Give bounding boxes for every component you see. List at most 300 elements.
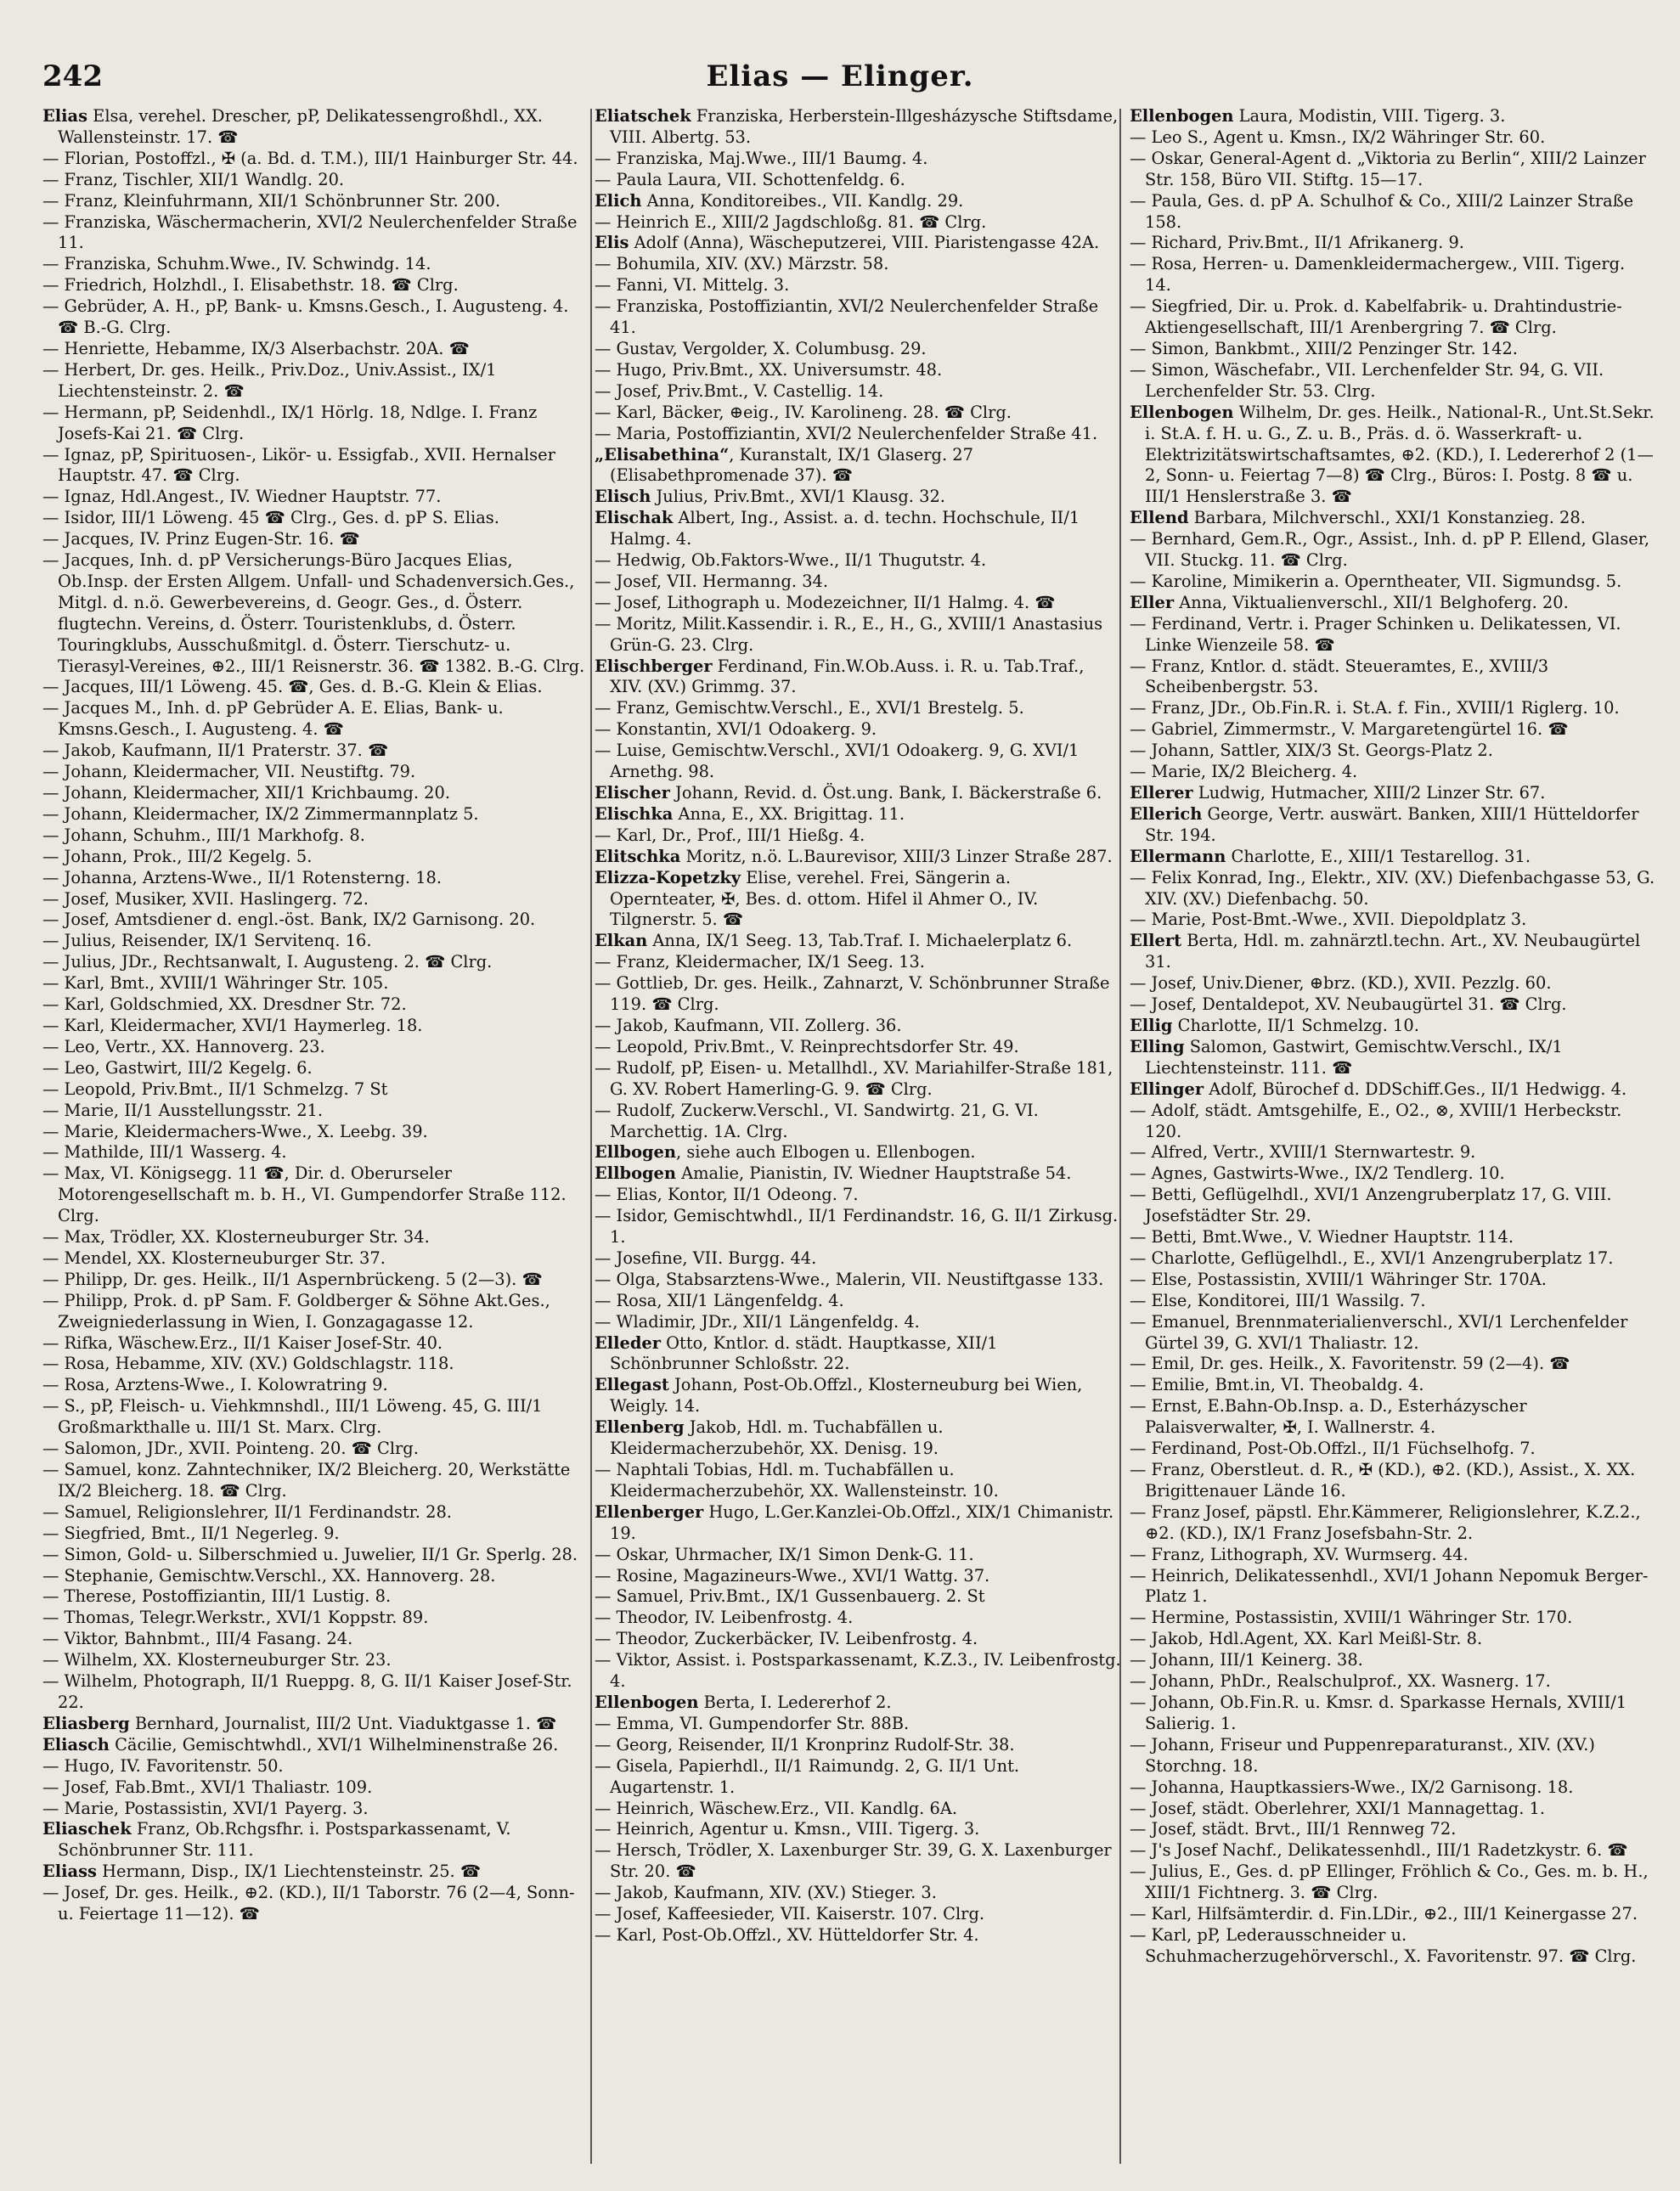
entry-surname: Ellerich bbox=[1130, 803, 1203, 824]
entry-text: — Gustav, Vergolder, X. Columbusg. 29. bbox=[595, 338, 927, 358]
directory-entry bbox=[42, 1354, 586, 1375]
directory-entry bbox=[1130, 762, 1656, 783]
entry-text: , siehe auch Elbogen u. Ellenbogen. bbox=[676, 1142, 976, 1163]
directory-entry bbox=[42, 1079, 586, 1101]
directory-entry bbox=[1130, 1270, 1656, 1291]
directory-entry bbox=[42, 1016, 586, 1037]
entry-text: — Franz, Kleinfuhrmann, XII/1 Schönbrunner Str. 200. bbox=[42, 190, 501, 211]
entry-text: Hermann, Disp., IX/1 Liechtensteinstr. 25. ☎ bbox=[96, 1862, 482, 1882]
entry-text: — Theodor, IV. Leibenfrostg. 4. bbox=[595, 1608, 854, 1628]
entry-surname: Eller bbox=[1130, 592, 1175, 612]
directory-entry bbox=[42, 952, 586, 973]
directory-entry bbox=[1130, 360, 1656, 403]
entry-text: — Felix Konrad, Ing., Elektr., XIV. (XV.) Diefenbachgasse 53, G. XIV. (XV.) Diefenbachg. 50. bbox=[1130, 867, 1655, 909]
entry-surname: Eliasberg bbox=[42, 1713, 130, 1733]
directory-entry bbox=[595, 741, 1121, 783]
directory-entry bbox=[42, 339, 586, 360]
directory-entry bbox=[595, 1756, 1121, 1799]
entry-surname: Ellenberg bbox=[595, 1417, 685, 1438]
directory-entry bbox=[42, 508, 586, 529]
entry-text: Barbara, Milchverschl., XXI/1 Konstanzieg. 28. bbox=[1188, 508, 1586, 528]
directory-entry bbox=[595, 572, 1121, 593]
entry-surname: Ellenbogen bbox=[1130, 402, 1234, 422]
directory-entry bbox=[1130, 1227, 1656, 1248]
entry-text: Hugo, L.Ger.Kanzlei-Ob.Offzl., XIX/1 Chimanistr. 19. bbox=[610, 1501, 1114, 1543]
entry-text: — Johann, III/1 Keinerg. 38. bbox=[1130, 1650, 1363, 1670]
entry-text: Johann, Revid. d. Öst.ung. Bank, I. Bäckerstraße 6. bbox=[669, 783, 1102, 803]
directory-entry bbox=[42, 1058, 586, 1079]
entry-surname: Eliass bbox=[42, 1862, 97, 1882]
entry-surname: Eliatschek bbox=[595, 106, 691, 126]
entry-text: Anna, Konditoreibes., VII. Kandlg. 29. bbox=[641, 190, 964, 211]
entry-text: — Konstantin, XVI/1 Odoakerg. 9. bbox=[595, 719, 877, 740]
entry-text: — Josef, Lithograph u. Modezeichner, II/1 Halmg. 4. ☎ bbox=[595, 592, 1056, 612]
entry-text: — Betti, Geflügelhdl., XVI/1 Anzengruberplatz 17, G. VIII. Josefstädter Str. 29. bbox=[1130, 1185, 1612, 1226]
directory-entry bbox=[42, 1122, 586, 1143]
entry-text: — Max, VI. Königsegg. 11 ☎, Dir. d. Oberurseler Motorengesellschaft m. b. H., VI. Gumpendorfer Straße 112. Clrg. bbox=[42, 1163, 567, 1226]
entry-text: — Franziska, Maj.Wwe., III/1 Baumg. 4. bbox=[595, 148, 928, 168]
entry-text: — Philipp, Prok. d. pP Sam. F. Goldberger & Söhne Akt.Ges., Zweigniederlassung in Wien, I. Gonzagagasse 12. bbox=[42, 1290, 550, 1332]
entry-text: — Hersch, Trödler, X. Laxenburger Str. 39, G. X. Laxenburger Str. 20. ☎ bbox=[595, 1840, 1112, 1882]
entry-text: — Franz, Kleidermacher, IX/1 Seeg. 13. bbox=[595, 952, 925, 972]
directory-entry bbox=[42, 1799, 586, 1820]
directory-entry bbox=[42, 1714, 586, 1735]
entry-surname: Ellend bbox=[1130, 508, 1189, 528]
directory-entry bbox=[42, 931, 586, 952]
entry-text: — Franziska, Wäschermacherin, XVI/2 Neulerchenfelder Straße 11. bbox=[42, 211, 578, 253]
entry-text: — Mathilde, III/1 Wasserg. 4. bbox=[42, 1142, 287, 1163]
entry-text: George, Vertr. auswärt. Banken, XIII/1 Hütteldorfer Str. 194. bbox=[1145, 803, 1639, 845]
directory-entry bbox=[1130, 1819, 1656, 1840]
directory-entry bbox=[595, 1291, 1121, 1312]
entry-text: — Josef, städt. Brvt., III/1 Rennweg 72. bbox=[1130, 1819, 1457, 1839]
directory-entry bbox=[42, 825, 586, 847]
directory-entry bbox=[42, 1396, 586, 1439]
entry-text: — Ferdinand, Vertr. i. Prager Schinken u. Delikatessen, VI. Linke Wienzeile 58. ☎ bbox=[1130, 613, 1621, 655]
entry-text: — Simon, Bankbmt., XIII/2 Penzinger Str. 142. bbox=[1130, 338, 1518, 358]
entry-text: — Josef, Priv.Bmt., V. Castellig. 14. bbox=[595, 380, 884, 401]
entry-text: — Friedrich, Holzhdl., I. Elisabethstr. 18. ☎ Clrg. bbox=[42, 275, 459, 296]
directory-entry bbox=[595, 825, 1121, 847]
directory-entry bbox=[1130, 1608, 1656, 1629]
directory-entry bbox=[1130, 994, 1656, 1016]
directory-entry bbox=[42, 445, 586, 487]
directory-entry bbox=[1130, 783, 1656, 804]
entry-text: — Oskar, Uhrmacher, IX/1 Simon Denk-G. 11. bbox=[595, 1544, 974, 1564]
entry-text: — Herbert, Dr. ges. Heilk., Priv.Doz., Univ.Assist., IX/1 Liechtensteinstr. 2. ☎ bbox=[42, 359, 497, 401]
directory-entry bbox=[42, 1650, 586, 1671]
entry-surname: Elleder bbox=[595, 1332, 661, 1353]
entry-surname: Elizza-Kopetzky bbox=[595, 867, 741, 887]
entry-text: — Wilhelm, Photograph, II/1 Rueppg. 8, G. II/1 Kaiser Josef-Str. 22. bbox=[42, 1671, 572, 1712]
entry-text: — Rosa, XII/1 Längenfeldg. 4. bbox=[595, 1290, 844, 1310]
directory-entry bbox=[42, 1586, 586, 1608]
directory-entry bbox=[42, 1883, 586, 1925]
entry-text: — Karl, Bäcker, ⊕eig., IV. Karolineng. 28. ☎ Clrg. bbox=[595, 402, 1012, 422]
directory-entry bbox=[42, 1566, 586, 1587]
entry-surname: Elischka bbox=[595, 803, 674, 824]
directory-entry bbox=[1130, 106, 1656, 127]
entry-text: — Simon, Gold- u. Silberschmied u. Juwelier, II/1 Gr. Sperlg. 28. bbox=[42, 1544, 578, 1564]
directory-entry bbox=[1130, 1291, 1656, 1312]
entry-text: — Bohumila, XIV. (XV.) Märzstr. 58. bbox=[595, 254, 889, 274]
column-1 bbox=[42, 106, 586, 2170]
directory-entry bbox=[1130, 1502, 1656, 1545]
entry-text: — Julius, Reisender, IX/1 Servitenq. 16. bbox=[42, 931, 372, 951]
directory-entry bbox=[1130, 1354, 1656, 1375]
entry-text: — Karl, Post-Ob.Offzl., XV. Hütteldorfer Str. 4. bbox=[595, 1924, 979, 1945]
entry-text: — Samuel, Priv.Bmt., IX/1 Gussenbauerg. 2. St bbox=[595, 1586, 985, 1607]
entry-text: — Rosa, Hebamme, XIV. (XV.) Goldschlagstr. 118. bbox=[42, 1354, 454, 1374]
entry-text: Adolf, Bürochef d. DDSchiff.Ges., II/1 Hedwigg. 4. bbox=[1204, 1079, 1627, 1099]
entry-text: — Max, Trödler, XX. Klosterneuburger Str. 34. bbox=[42, 1227, 430, 1248]
directory-entry bbox=[42, 149, 586, 170]
entry-text: — Karl, pP, Lederausschneider u. Schuhmacherzugehörverschl., X. Favoritenstr. 97. ☎ Clrg. bbox=[1130, 1924, 1637, 1966]
directory-entry bbox=[1130, 1439, 1656, 1460]
directory-entry bbox=[1130, 1566, 1656, 1608]
entry-text: — Rosa, Arztens-Wwe., I. Kolowratring 9. bbox=[42, 1375, 388, 1395]
entry-text: — Johann, Prok., III/2 Kegelg. 5. bbox=[42, 846, 313, 866]
entry-text: — Johann, Ob.Fin.R. u. Kmsr. d. Sparkasse Hernals, XVIII/1 Salierig. 1. bbox=[1130, 1692, 1627, 1733]
entry-surname: Elitschka bbox=[595, 846, 681, 866]
entry-text: Cäcilie, Gemischtwhdl., XVI/1 Wilhelminenstraße 26. bbox=[109, 1734, 559, 1754]
directory-entry bbox=[1130, 719, 1656, 741]
directory-entry bbox=[1130, 1545, 1656, 1566]
directory-entry bbox=[42, 1756, 586, 1777]
directory-entry bbox=[1130, 1142, 1656, 1163]
entry-text: — Bernhard, Gem.R., Ogr., Assist., Inh. d. pP P. Ellend, Glaser, VII. Stuckg. 11. ☎ Clrg. bbox=[1130, 529, 1649, 571]
directory-entry bbox=[595, 339, 1121, 360]
entry-text: — Rosa, Herren- u. Damenkleidermachergew., VIII. Tigerg. 14. bbox=[1130, 254, 1626, 296]
entry-text: — Adolf, städt. Amtsgehilfe, E., O2., ⊗, XVIII/1 Herbeckstr. 120. bbox=[1130, 1100, 1622, 1141]
entry-text: — Siegfried, Bmt., II/1 Negerleg. 9. bbox=[42, 1523, 340, 1543]
directory-entry bbox=[42, 1439, 586, 1460]
entry-text: — Olga, Stabsarztens-Wwe., Malerin, VII. Neustiftgasse 133. bbox=[595, 1269, 1104, 1289]
directory-entry bbox=[595, 1799, 1121, 1820]
entry-text: — Gottlieb, Dr. ges. Heilk., Zahnarzt, V. Schönbrunner Straße 119. ☎ Clrg. bbox=[595, 973, 1110, 1015]
entry-surname: Ellig bbox=[1130, 1015, 1173, 1035]
entry-text: — Rudolf, Zuckerw.Verschl., VI. Sandwirtg. 21, G. VI. Marchettig. 1A. Clrg. bbox=[595, 1100, 1039, 1141]
directory-entry bbox=[595, 233, 1121, 254]
directory-entry bbox=[595, 783, 1121, 804]
directory-entry bbox=[1130, 1079, 1656, 1101]
directory-entry bbox=[595, 847, 1121, 868]
directory-entry bbox=[1130, 1799, 1656, 1820]
entry-text: — Josef, Univ.Diener, ⊕brz. (KD.), XVII. Pezzlg. 60. bbox=[1130, 973, 1552, 994]
directory-entry bbox=[1130, 804, 1656, 847]
directory-entry bbox=[1130, 1396, 1656, 1439]
directory-entry bbox=[42, 254, 586, 275]
entry-text: — Rifka, Wäschew.Erz., II/1 Kaiser Josef-Str. 40. bbox=[42, 1332, 443, 1353]
entry-text: Bernhard, Journalist, III/2 Unt. Viaduktgasse 1. ☎ bbox=[129, 1713, 557, 1733]
directory-entry bbox=[595, 381, 1121, 403]
entry-text: — Karl, Goldschmied, XX. Dresdner Str. 72. bbox=[42, 994, 407, 1015]
entry-surname: Elkan bbox=[595, 931, 648, 951]
column-3 bbox=[1130, 106, 1656, 2170]
directory-entry bbox=[1130, 1460, 1656, 1502]
entry-text: — Siegfried, Dir. u. Prok. d. Kabelfabrik- u. Drahtindustrie-Aktiengesellschaft, III/1 Arenbergring 7. ☎ Clrg. bbox=[1130, 296, 1622, 338]
directory-entry bbox=[42, 1163, 586, 1227]
page-number: 242 bbox=[42, 59, 103, 93]
directory-entry bbox=[595, 1629, 1121, 1650]
directory-entry bbox=[595, 1101, 1121, 1143]
page-header bbox=[0, 59, 1680, 110]
entry-text: Laura, Modistin, VIII. Tigerg. 3. bbox=[1233, 106, 1506, 126]
entry-text: — Simon, Wäschefabr., VII. Lerchenfelder Str. 94, G. VII. Lerchenfelder Str. 53. Clrg. bbox=[1130, 359, 1604, 401]
entry-text: Elsa, verehel. Drescher, pP, Delikatessengroßhdl., XX. Wallensteinstr. 17. ☎ bbox=[58, 106, 543, 147]
directory-entry bbox=[42, 1291, 586, 1333]
entry-text: — Betti, Bmt.Wwe., V. Wiedner Hauptstr. 114. bbox=[1130, 1227, 1514, 1248]
directory-entry bbox=[42, 275, 586, 296]
directory-entry bbox=[42, 529, 586, 550]
entry-surname: Ellerer bbox=[1130, 783, 1193, 803]
entry-surname: Ellbogen bbox=[595, 1142, 676, 1163]
entry-text: — Leopold, Priv.Bmt., II/1 Schmelzg. 7 St bbox=[42, 1079, 388, 1099]
page-title: Elias — Elinger. bbox=[706, 59, 974, 93]
directory-entry bbox=[42, 1777, 586, 1799]
directory-entry bbox=[595, 424, 1121, 445]
entry-text: Charlotte, E., XIII/1 Testarellog. 31. bbox=[1226, 846, 1531, 866]
directory-entry bbox=[595, 1312, 1121, 1333]
directory-entry bbox=[595, 1248, 1121, 1270]
entry-text: — Isidor, Gemischtwhdl., II/1 Ferdinandstr. 16, G. II/1 Zirkusg. 1. bbox=[595, 1206, 1119, 1248]
directory-entry bbox=[42, 1524, 586, 1545]
entry-text: — Johanna, Hauptkassiers-Wwe., IX/2 Garnisong. 18. bbox=[1130, 1777, 1574, 1797]
entry-text: — Luise, Gemischtw.Verschl., XVI/1 Odoakerg. 9, G. XVI/1 Arnethg. 98. bbox=[595, 741, 1080, 782]
entry-text: — Leo, Gastwirt, III/2 Kegelg. 6. bbox=[42, 1057, 313, 1078]
directory-entry bbox=[1130, 1671, 1656, 1693]
directory-entry bbox=[595, 1206, 1121, 1248]
entry-text: Anna, E., XX. Brigittag. 11. bbox=[673, 803, 905, 824]
directory-entry bbox=[42, 804, 586, 825]
entry-text: Wilhelm, Dr. ges. Heilk., National-R., Unt.St.Sekr. i. St.A. f. H. u. G., Z. u. B., Präs. d. ö. Wasserkraft- u. Elektrizitätswirtschaftsamtes, ⊕2. (KD.), I. Ledererhof 2 (1—2, Sonn- u. Feiertag 7—8) ☎ Clrg., Büros: I. Postg. 8 ☎ u. III/1 Henslerstraße 3. ☎ bbox=[1145, 402, 1655, 507]
directory-entry bbox=[595, 1142, 1121, 1163]
entry-text: — Gabriel, Zimmermstr., V. Margaretengürtel 16. ☎ bbox=[1130, 719, 1569, 740]
entry-text: — Johann, Kleidermacher, XII/1 Krichbaumg. 20. bbox=[42, 783, 451, 803]
entry-text: — Franz, JDr., Ob.Fin.R. i. St.A. f. Fin., XVIII/1 Riglerg. 10. bbox=[1130, 698, 1620, 718]
entry-text: — Marie, II/1 Ausstellungsstr. 21. bbox=[42, 1100, 324, 1120]
directory-entry bbox=[1130, 508, 1656, 529]
directory-entry bbox=[595, 1566, 1121, 1587]
entry-text: — Ignaz, pP, Spirituosen-, Likör- u. Essigfab., XVII. Hernalser Hauptstr. 47. ☎ Clrg. bbox=[42, 444, 555, 486]
directory-entry bbox=[595, 973, 1121, 1016]
directory-entry bbox=[1130, 931, 1656, 973]
directory-entry bbox=[595, 1693, 1121, 1714]
directory-entry bbox=[595, 1883, 1121, 1904]
directory-entry bbox=[42, 1270, 586, 1291]
entry-text: — Franz, Kntlor. d. städt. Steueramtes, E., XVIII/3 Scheibenbergstr. 53. bbox=[1130, 656, 1549, 697]
directory-entry bbox=[595, 1016, 1121, 1037]
entry-text: — Franziska, Schuhm.Wwe., IV. Schwindg. 14. bbox=[42, 254, 431, 274]
directory-entry bbox=[42, 1227, 586, 1248]
directory-entry bbox=[1130, 656, 1656, 699]
directory-entry bbox=[595, 719, 1121, 741]
directory-entry bbox=[42, 212, 586, 255]
entry-text: — Leopold, Priv.Bmt., V. Reinprechtsdorfer Str. 49. bbox=[595, 1036, 1019, 1056]
entry-text: — Wladimir, JDr., XII/1 Längenfeldg. 4. bbox=[595, 1311, 920, 1332]
entry-text: — Thomas, Telegr.Werkstr., XVI/1 Koppstr. 89. bbox=[42, 1608, 429, 1628]
directory-entry bbox=[42, 403, 586, 445]
columns bbox=[42, 106, 1655, 2170]
entry-text: — Julius, JDr., Rechtsanwalt, I. Augusteng. 2. ☎ Clrg. bbox=[42, 952, 493, 972]
entry-text: — Johann, PhDr., Realschulprof., XX. Wasnerg. 17. bbox=[1130, 1671, 1551, 1692]
entry-text: — Emil, Dr. ges. Heilk., X. Favoritenstr. 59 (2—4). ☎ bbox=[1130, 1354, 1570, 1374]
directory-entry bbox=[595, 170, 1121, 191]
directory-entry bbox=[1130, 1016, 1656, 1037]
entry-text: — Samuel, Religionslehrer, II/1 Ferdinandstr. 28. bbox=[42, 1501, 452, 1522]
entry-surname: Ellegast bbox=[595, 1375, 669, 1395]
entry-text: — Stephanie, Gemischtw.Verschl., XX. Hannoverg. 28. bbox=[42, 1565, 496, 1586]
entry-text: Moritz, n.ö. L.Baurevisor, XIII/3 Linzer Straße 287. bbox=[680, 846, 1113, 866]
entry-text: — Oskar, General-Agent d. „Viktoria zu Berlin“, XIII/2 Lainzer Str. 158, Büro VII. Stiftg. 15—17. bbox=[1130, 148, 1646, 189]
entry-text: — Alfred, Vertr., XVIII/1 Sternwartestr. 9. bbox=[1130, 1142, 1476, 1163]
directory-entry bbox=[42, 550, 586, 677]
directory-entry bbox=[42, 677, 586, 698]
directory-entry bbox=[595, 1502, 1121, 1545]
entry-text: — Johann, Kleidermacher, VII. Neustiftg. 79. bbox=[42, 762, 416, 782]
entry-text: — Hugo, IV. Favoritenstr. 50. bbox=[42, 1755, 284, 1776]
entry-text: Amalie, Pianistin, IV. Wiedner Hauptstraße 54. bbox=[676, 1163, 1072, 1184]
entry-surname: Ellinger bbox=[1130, 1079, 1204, 1099]
directory-entry bbox=[1130, 191, 1656, 234]
entry-text: Berta, I. Ledererhof 2. bbox=[698, 1692, 892, 1712]
directory-entry bbox=[595, 1714, 1121, 1735]
directory-entry bbox=[42, 296, 586, 339]
directory-entry bbox=[1130, 1248, 1656, 1270]
entry-text: — J's Josef Nachf., Delikatessenhdl., III/1 Radetzkystr. 6. ☎ bbox=[1130, 1840, 1628, 1861]
directory-entry bbox=[595, 614, 1121, 656]
entry-text: — Ernst, E.Bahn-Ob.Insp. a. D., Esterházyscher Palaisverwalter, ✠, I. Wallnerstr. 4. bbox=[1130, 1396, 1527, 1438]
entry-text: — Jacques M., Inh. d. pP Gebrüder A. E. Elias, Bank- u. Kmsns.Gesch., I. Augusteng. 4. ☎ bbox=[42, 698, 504, 740]
directory-entry bbox=[595, 1840, 1121, 1883]
entry-text: — Josef, Amtsdiener d. engl.-öst. Bank, IX/2 Garnisong. 20. bbox=[42, 910, 536, 930]
directory-entry bbox=[595, 403, 1121, 424]
entry-text: — Paula, Ges. d. pP A. Schulhof & Co., XIII/2 Lainzer Straße 158. bbox=[1130, 190, 1634, 232]
entry-text: Ferdinand, Fin.W.Ob.Auss. i. R. u. Tab.Traf., XIV. (XV.) Grimmg. 37. bbox=[610, 656, 1085, 697]
directory-entry bbox=[595, 1925, 1121, 1946]
entry-surname: Elischak bbox=[595, 508, 674, 528]
directory-entry bbox=[1130, 868, 1656, 910]
entry-surname: Ellert bbox=[1130, 931, 1182, 951]
directory-entry bbox=[1130, 1312, 1656, 1355]
directory-entry bbox=[1130, 1037, 1656, 1079]
entry-text: — Rudolf, pP, Eisen- u. Metallhdl., XV. Mariahilfer-Straße 181, G. XV. Robert Hamerling-G. 9. ☎ Clrg. bbox=[595, 1057, 1113, 1099]
entry-surname: Ellenbogen bbox=[1130, 106, 1234, 126]
entry-text: — Philipp, Dr. ges. Heilk., II/1 Aspernbrückeng. 5 (2—3). ☎ bbox=[42, 1269, 543, 1289]
directory-entry bbox=[595, 1163, 1121, 1185]
directory-entry bbox=[595, 1058, 1121, 1101]
entry-text: — Marie, Post-Bmt.-Wwe., XVII. Diepoldplatz 3. bbox=[1130, 910, 1527, 930]
directory-entry bbox=[595, 360, 1121, 381]
directory-entry bbox=[1130, 403, 1656, 509]
entry-text: — Franz, Tischler, XII/1 Wandlg. 20. bbox=[42, 169, 345, 189]
entry-text: — Hugo, Priv.Bmt., XX. Universumstr. 48. bbox=[595, 359, 943, 380]
directory-entry bbox=[595, 931, 1121, 952]
directory-entry bbox=[595, 550, 1121, 572]
directory-entry bbox=[1130, 1904, 1656, 1925]
directory-entry bbox=[595, 698, 1121, 719]
directory-entry bbox=[42, 783, 586, 804]
entry-text: — Marie, IX/2 Bleicherg. 4. bbox=[1130, 762, 1358, 782]
entry-text: — Fanni, VI. Mittelg. 3. bbox=[595, 275, 790, 296]
entry-surname: Eliaschek bbox=[42, 1819, 132, 1839]
entry-surname: Elischer bbox=[595, 783, 670, 803]
entry-text: — Mendel, XX. Klosterneuburger Str. 37. bbox=[42, 1248, 386, 1268]
entry-text: — Heinrich, Agentur u. Kmsn., VIII. Tigerg. 3. bbox=[595, 1819, 980, 1839]
entry-text: — Heinrich, Wäschew.Erz., VII. Kandlg. 6A. bbox=[595, 1798, 957, 1818]
directory-entry bbox=[1130, 1375, 1656, 1396]
directory-entry bbox=[1130, 1840, 1656, 1862]
entry-text: — Viktor, Assist. i. Postsparkassenamt, K.Z.3., IV. Leibenfrostg. 4. bbox=[595, 1650, 1121, 1692]
directory-entry bbox=[1130, 127, 1656, 149]
entry-text: — Karl, Bmt., XVIII/1 Währinger Str. 105. bbox=[42, 973, 389, 994]
entry-text: — Josef, Kaffeesieder, VII. Kaiserstr. 107. Clrg. bbox=[595, 1904, 985, 1924]
entry-text: — Josef, Musiker, XVII. Haslingerg. 72. bbox=[42, 888, 369, 909]
entry-text: — Marie, Postassistin, XVI/1 Payerg. 3. bbox=[42, 1798, 369, 1818]
entry-surname: Ellenberger bbox=[595, 1501, 704, 1522]
directory-entry bbox=[595, 254, 1121, 275]
directory-entry bbox=[42, 1629, 586, 1650]
entry-text: Franz, Ob.Rchgsfhr. i. Postsparkassenamt, V. Schönbrunner Str. 111. bbox=[58, 1819, 511, 1861]
directory-entry bbox=[1130, 1629, 1656, 1650]
entry-text: — Salomon, JDr., XVII. Pointeng. 20. ☎ Clrg. bbox=[42, 1439, 419, 1459]
directory-entry bbox=[42, 994, 586, 1016]
directory-entry bbox=[595, 1819, 1121, 1840]
entry-text: — Wilhelm, XX. Klosterneuburger Str. 23. bbox=[42, 1650, 392, 1670]
directory-entry bbox=[595, 1185, 1121, 1206]
directory-entry bbox=[42, 487, 586, 508]
entry-surname: Elling bbox=[1130, 1036, 1185, 1056]
entry-text: — Agnes, Gastwirts-Wwe., IX/2 Tendlerg. 10. bbox=[1130, 1163, 1505, 1184]
directory-entry bbox=[1130, 1650, 1656, 1671]
directory-entry bbox=[595, 593, 1121, 614]
directory-entry bbox=[595, 804, 1121, 825]
directory-entry bbox=[1130, 1925, 1656, 1968]
entry-text: — Samuel, konz. Zahntechniker, IX/2 Bleicherg. 20, Werkstätte IX/2 Bleicherg. 18. ☎ Clrg. bbox=[42, 1460, 571, 1501]
directory-entry bbox=[1130, 339, 1656, 360]
directory-entry bbox=[1130, 910, 1656, 931]
entry-text: — Johann, Friseur und Puppenreparaturanst., XIV. (XV.) Storchng. 18. bbox=[1130, 1734, 1595, 1776]
entry-text: — Gebrüder, A. H., pP, Bank- u. Kmsns.Gesch., I. Augusteng. 4. ☎ B.-G. Clrg. bbox=[42, 296, 569, 338]
directory-entry bbox=[595, 508, 1121, 550]
directory-entry bbox=[42, 1862, 586, 1883]
directory-entry bbox=[595, 106, 1121, 149]
entry-text: — Jacques, III/1 Löweng. 45. ☎, Ges. d. B.-G. Klein & Elias. bbox=[42, 677, 543, 697]
directory-entry bbox=[42, 1037, 586, 1058]
entry-text: Albert, Ing., Assist. a. d. techn. Hochschule, II/1 Halmg. 4. bbox=[610, 508, 1080, 549]
directory-entry bbox=[595, 149, 1121, 170]
directory-entry bbox=[1130, 572, 1656, 593]
directory-entry bbox=[42, 847, 586, 868]
directory-entry bbox=[42, 1502, 586, 1524]
directory-entry bbox=[42, 741, 586, 762]
column-2 bbox=[595, 106, 1121, 2170]
directory-entry bbox=[595, 1460, 1121, 1502]
directory-entry bbox=[1130, 1163, 1656, 1185]
directory-entry bbox=[595, 1904, 1121, 1925]
directory-entry bbox=[1130, 296, 1656, 339]
directory-entry bbox=[42, 973, 586, 994]
directory-entry bbox=[595, 212, 1121, 234]
entry-text: — Rosine, Magazineurs-Wwe., XVI/1 Wattg. 37. bbox=[595, 1565, 990, 1586]
entry-text: — Hermann, pP, Seidenhdl., IX/1 Hörlg. 18, Ndlge. I. Franz Josefs-Kai 21. ☎ Clrg. bbox=[42, 402, 538, 443]
entry-surname: Elich bbox=[595, 190, 642, 211]
entry-text: — Josefine, VII. Burgg. 44. bbox=[595, 1248, 817, 1268]
entry-surname: „Elisabethina“ bbox=[595, 444, 730, 465]
directory-entry bbox=[1130, 741, 1656, 762]
directory-entry bbox=[595, 656, 1121, 699]
entry-text: — Jacques, Inh. d. pP Versicherungs-Büro Jacques Elias, Ob.Insp. der Ersten Allgem. Unfall- und Schadenversich.Ges., Mitgl. d. n.ö. Gewerbevereins, d. Geogr. Ges., d. Österr. flugtechn. Vereins, d. Österr. Touristenklubs, d. Österr. Touringklubs, Ausschußmitgl. d. Österr. Tierschutz- u. Tierasyl-Vereines, ⊕2., III/1 Reisnerstr. 36. ☎ 1382. B.-G. Clrg. bbox=[42, 550, 585, 676]
